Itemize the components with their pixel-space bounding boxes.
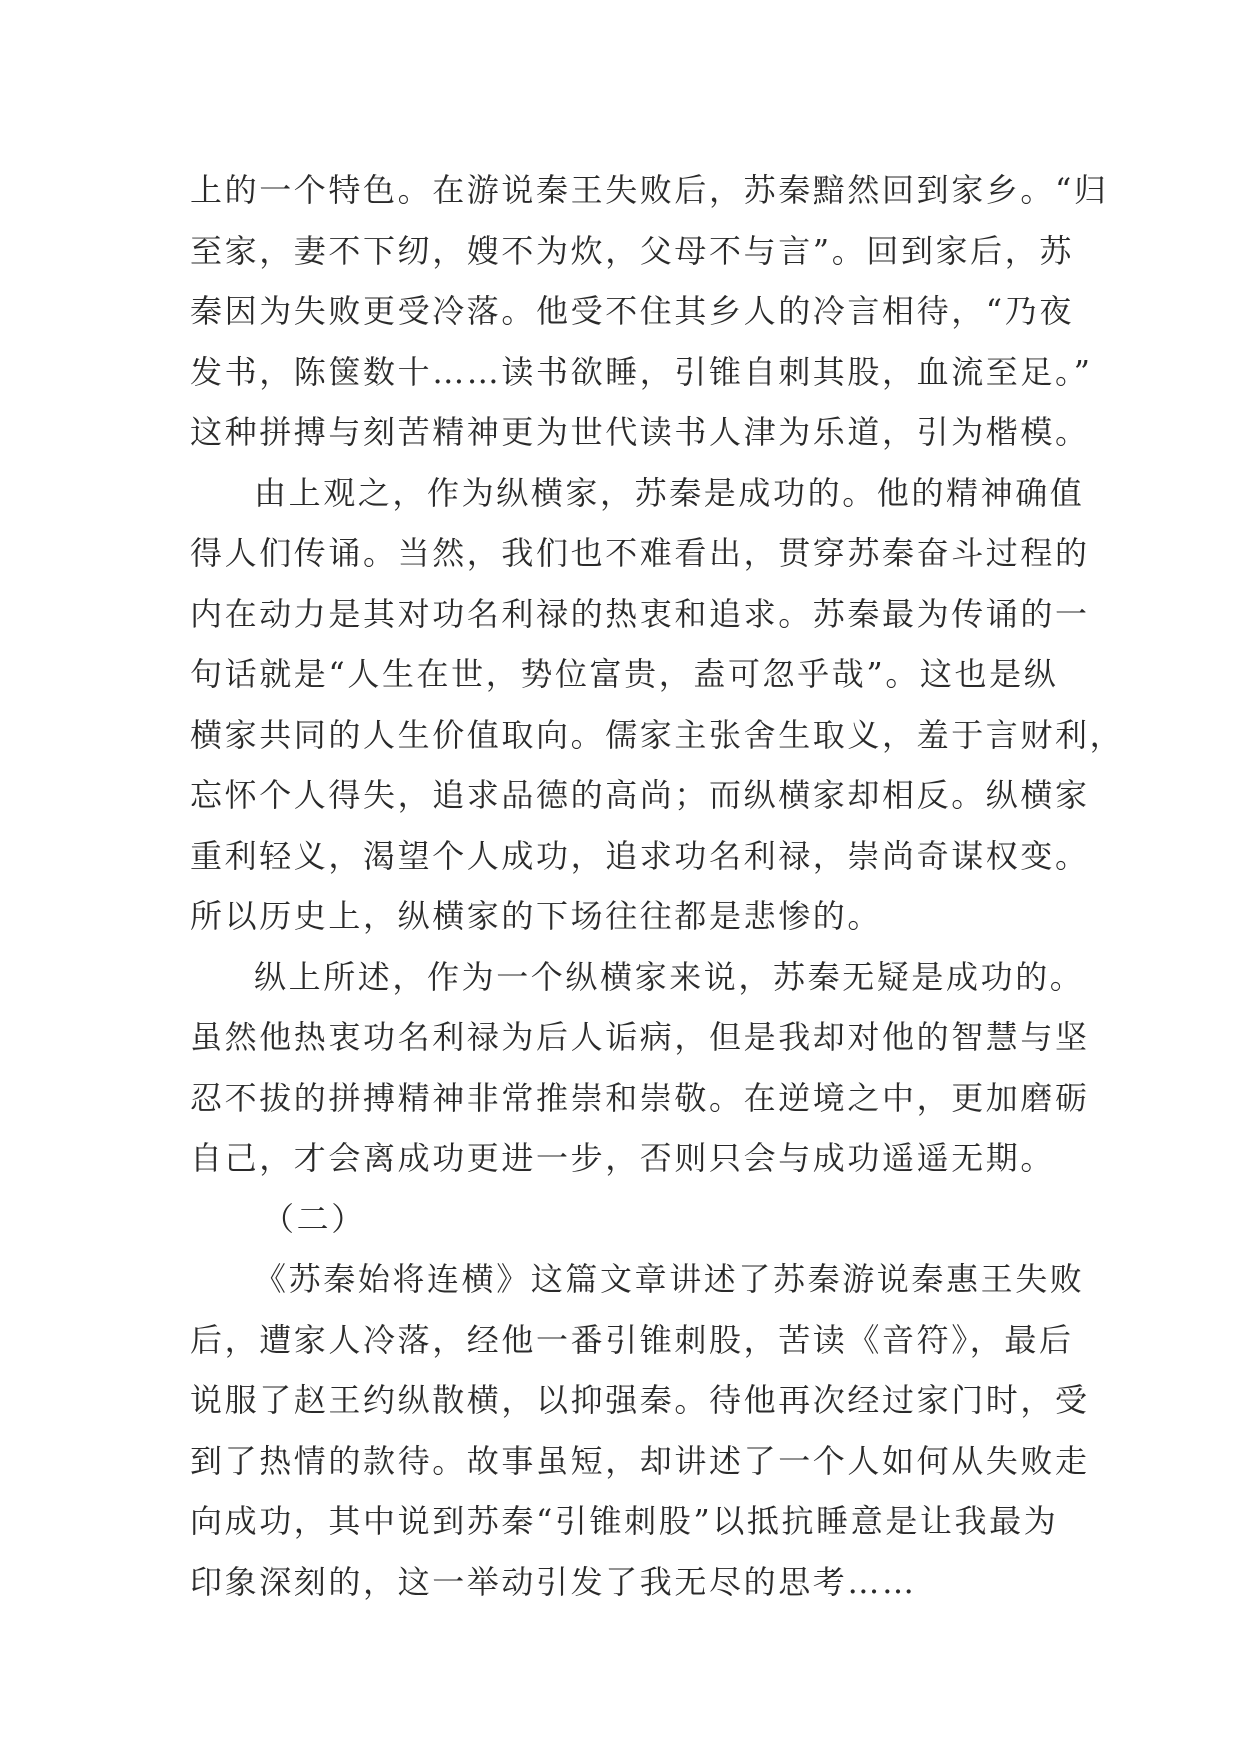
text-line: 忍不拔的拼搏精神非常推崇和崇敬。在逆境之中，更加磨砺 (190, 1078, 1090, 1117)
text-line: 所以历史上，纵横家的下场往往都是悲惨的。 (190, 897, 883, 935)
text-line: 纵上所述，作为一个纵横家来说，苏秦无疑是成功的。 (254, 957, 1085, 996)
section-number: （二） (262, 1199, 366, 1238)
text-line: 重利轻义，渴望个人成功，追求功名利禄，崇尚奇谋权变。 (190, 836, 1090, 875)
document-page (190, 160, 1125, 1612)
text-line: 自己，才会离成功更进一步，否则只会与成功遥遥无期。 (190, 1139, 1056, 1177)
text-line: 秦因为失败更受冷落。他受不住其乡人的冷言相待，“乃夜 (190, 292, 1074, 330)
text-line: 这种拼搏与刻苦精神更为世代读书人津为乐道，引为楷模。 (190, 413, 1090, 451)
text-line: 说服了赵王约纵散横，以抑强秦。待他再次经过家门时，受 (190, 1381, 1090, 1419)
paragraph (190, 463, 1125, 947)
paragraph (190, 947, 1090, 1189)
text-line: 得人们传诵。当然，我们也不难看出，贯穿苏秦奋斗过程的 (190, 534, 1090, 572)
paragraph (190, 1249, 1090, 1612)
text-line: 向成功，其中说到苏秦“引锥刺股”以抵抗睡意是让我最为 (190, 1502, 1059, 1540)
text-line: 内在动力是其对功名利禄的热衷和追求。苏秦最为传诵的一 (190, 594, 1090, 633)
text-line: 句话就是“人生在世，势位富贵，盍可忽乎哉”。这也是纵 (190, 655, 1059, 693)
text-line: 虽然他热衷功名利禄为后人诟病，但是我却对他的智慧与坚 (190, 1018, 1090, 1056)
section-heading (190, 1189, 1070, 1250)
text-line: 上的一个特色。在游说秦王失败后，苏秦黯然回到家乡。“归 (190, 171, 1109, 209)
text-line: 《苏秦始将连横》这篇文章讲述了苏秦游说秦惠王失败 (254, 1260, 1085, 1298)
text-line: 到了热情的款待。故事虽短，却讲述了一个人如何从失败走 (190, 1441, 1090, 1480)
paragraph-continued (190, 160, 1109, 463)
text-line: 至家，妻不下纫，嫂不为炊，父母不与言”。回到家后，苏 (190, 231, 1074, 270)
text-line: 印象深刻的，这一举动引发了我无尽的思考…… (190, 1562, 917, 1601)
text-line: 后，遭家人冷落，经他一番引锥刺股，苦读《音符》，最后 (190, 1320, 1074, 1359)
text-line: 由上观之，作为纵横家，苏秦是成功的。他的精神确值 (254, 473, 1085, 512)
text-line: 发书，陈箧数十……读书欲睡，引锥自刺其股，血流至足。” (190, 352, 1093, 391)
text-line: 横家共同的人生价值取向。儒家主张舍生取义，羞于言财利， (190, 715, 1125, 754)
text-line: 忘怀个人得失，追求品德的高尚；而纵横家却相反。纵横家 (190, 776, 1090, 814)
